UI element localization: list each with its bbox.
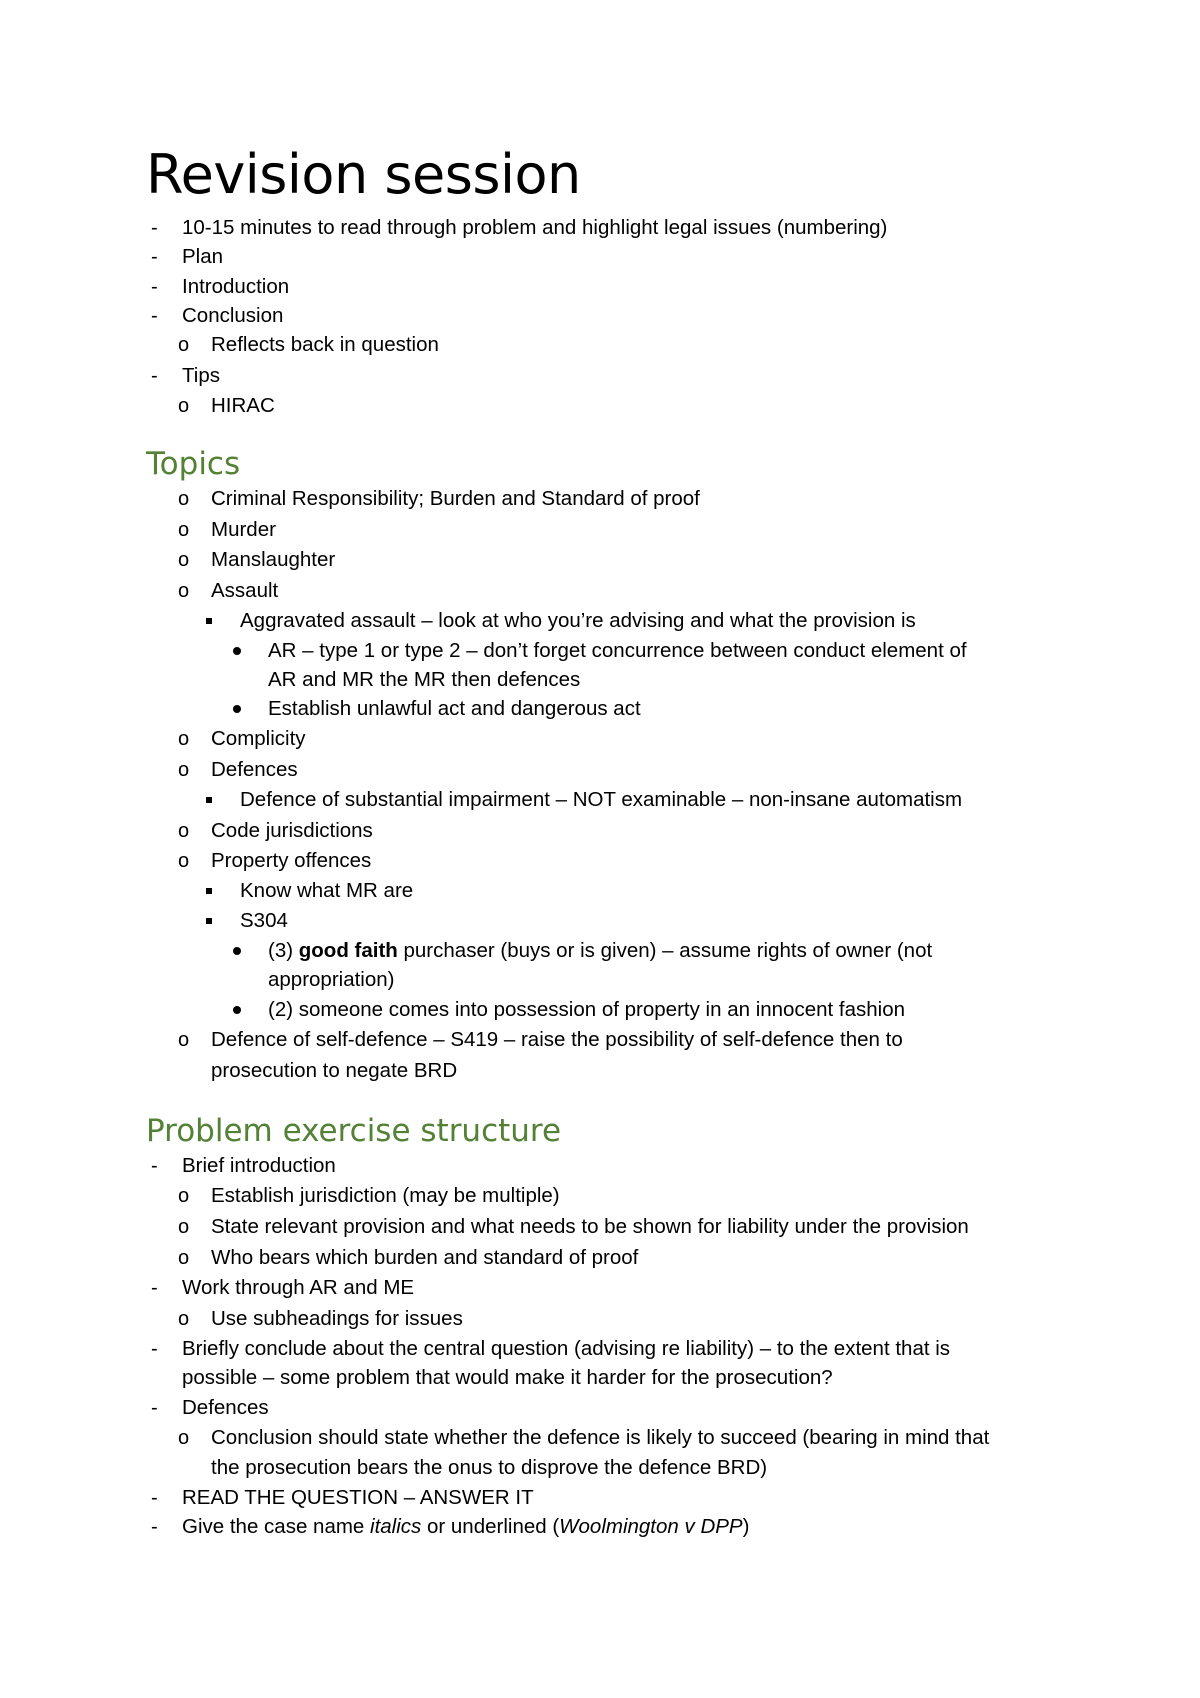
dash-marker: -: [151, 1487, 158, 1509]
list-item-continuation: the prosecution bears the onus to disprove the defence BRD): [211, 1456, 768, 1479]
topics-heading: Topics: [146, 446, 241, 482]
list-item: S304: [240, 909, 288, 932]
dash-marker: -: [151, 1397, 158, 1419]
list-item: [182, 1513, 749, 1541]
list-item: State relevant provision and what needs to be shown for liability under the provision: [211, 1215, 969, 1238]
list-item: Use subheadings for issues: [211, 1307, 463, 1330]
circle-bullet: o: [178, 395, 190, 417]
dash-marker: -: [151, 305, 158, 327]
list-item-prefix: (3): [268, 939, 299, 962]
circle-bullet: o: [178, 820, 190, 842]
circle-bullet: o: [178, 519, 190, 541]
square-bullet: [206, 618, 212, 624]
circle-bullet: o: [178, 549, 190, 571]
list-item: Complicity: [211, 727, 306, 750]
structure-heading: Problem exercise structure: [146, 1113, 562, 1149]
square-bullet: [206, 888, 212, 894]
list-item: Establish jurisdiction (may be multiple): [211, 1184, 560, 1207]
circle-bullet: o: [178, 1185, 190, 1207]
dash-marker: -: [151, 217, 158, 239]
list-item-text: Give the case name: [182, 1515, 371, 1538]
circle-bullet: o: [178, 1216, 190, 1238]
list-item: Work through AR and ME: [182, 1276, 415, 1299]
circle-bullet: o: [178, 1247, 190, 1269]
list-item: Manslaughter: [211, 548, 336, 571]
list-item: Assault: [211, 579, 279, 602]
list-item: Property offences: [211, 849, 372, 872]
dash-marker: -: [151, 1516, 158, 1538]
list-item: [268, 937, 932, 965]
list-item: 10-15 minutes to read through problem and highlight legal issues (numbering): [182, 216, 888, 239]
list-item: Defence of self-defence – S419 – raise the possibility of self-defence then to: [211, 1028, 903, 1051]
list-item: Plan: [182, 245, 224, 268]
circle-bullet: o: [178, 488, 190, 510]
list-item-continuation: prosecution to negate BRD: [211, 1059, 458, 1082]
list-item: Reflects back in question: [211, 333, 439, 356]
list-item-text: ): [742, 1515, 750, 1538]
list-item: READ THE QUESTION – ANSWER IT: [182, 1486, 534, 1509]
list-item: Conclusion should state whether the defence is likely to succeed (bearing in mind that: [211, 1426, 990, 1449]
list-item: Brief introduction: [182, 1154, 336, 1177]
list-item: HIRAC: [211, 394, 275, 417]
list-item: Introduction: [182, 275, 290, 298]
circle-bullet: o: [178, 728, 190, 750]
dash-marker: -: [151, 1338, 158, 1360]
square-bullet: [206, 918, 212, 924]
dash-marker: -: [151, 1155, 158, 1177]
italic-text: italics: [370, 1515, 422, 1538]
circle-bullet: o: [178, 1029, 190, 1051]
list-item: Defences: [211, 758, 298, 781]
bold-text: good faith: [298, 939, 398, 962]
circle-bullet: o: [178, 1308, 190, 1330]
list-item: Defences: [182, 1396, 269, 1419]
dot-bullet: [233, 647, 241, 655]
dash-marker: -: [151, 1277, 158, 1299]
list-item: Aggravated assault – look at who you’re advising and what the provision is: [240, 609, 916, 632]
dot-bullet: [233, 705, 241, 713]
list-item: Conclusion: [182, 304, 284, 327]
dot-bullet: [233, 1006, 241, 1014]
circle-bullet: o: [178, 759, 190, 781]
list-item: Criminal Responsibility; Burden and Standard of proof: [211, 487, 700, 510]
case-name: Woolmington v DPP: [559, 1515, 743, 1538]
circle-bullet: o: [178, 1427, 190, 1449]
list-item: Defence of substantial impairment – NOT examinable – non-insane automatism: [240, 788, 963, 811]
square-bullet: [206, 797, 212, 803]
dash-marker: -: [151, 276, 158, 298]
list-item-continuation: AR and MR the MR then defences: [268, 668, 581, 691]
circle-bullet: o: [178, 334, 190, 356]
list-item-continuation: possible – some problem that would make it harder for the prosecution?: [182, 1366, 833, 1389]
list-item: (2) someone comes into possession of property in an innocent fashion: [268, 998, 906, 1021]
list-item: Know what MR are: [240, 879, 414, 902]
list-item: AR – type 1 or type 2 – don’t forget concurrence between conduct element of: [268, 639, 967, 662]
list-item: Briefly conclude about the central question (advising re liability) – to the extent that is: [182, 1337, 951, 1360]
list-item-suffix: purchaser (buys or is given) – assume rights of owner (not: [397, 939, 933, 962]
dash-marker: -: [151, 246, 158, 268]
list-item: Code jurisdictions: [211, 819, 373, 842]
circle-bullet: o: [178, 580, 190, 602]
list-item-text: or underlined (: [421, 1515, 560, 1538]
dash-marker: -: [151, 365, 158, 387]
list-item: Murder: [211, 518, 276, 541]
dot-bullet: [233, 947, 241, 955]
list-item: Who bears which burden and standard of proof: [211, 1246, 639, 1269]
circle-bullet: o: [178, 850, 190, 872]
list-item-continuation: appropriation): [268, 968, 395, 991]
page-title: Revision session: [146, 143, 581, 206]
list-item: Tips: [182, 364, 220, 387]
list-item: Establish unlawful act and dangerous act: [268, 697, 641, 720]
